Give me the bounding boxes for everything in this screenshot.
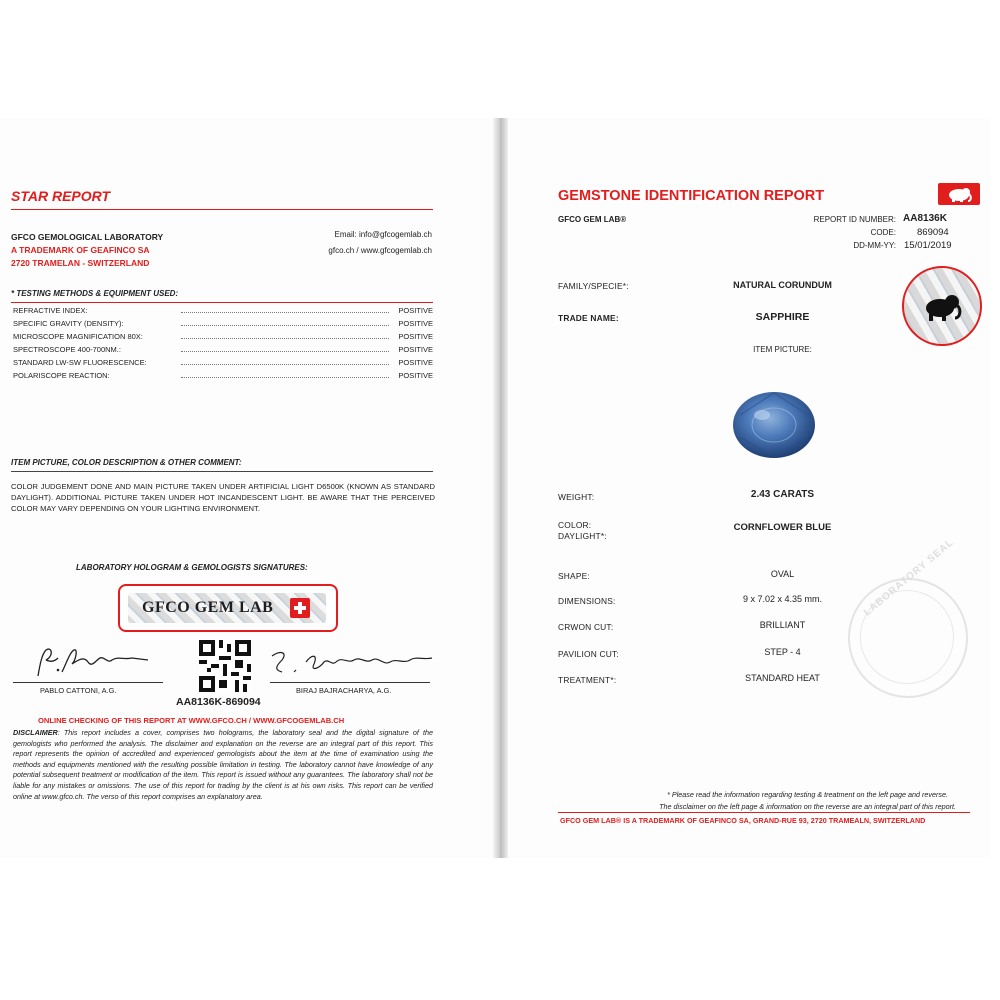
item-picture-label: ITEM PICTURE: (753, 345, 812, 354)
weight-value: 2.43 CARATS (750, 489, 815, 500)
testing-title: * TESTING METHODS & EQUIPMENT USED: (11, 289, 179, 298)
footer-text: IS A TRADEMARK OF GEAFINCO SA, GRAND-RUE 93, 2720 TRAMEALN, SWITZERLAND (621, 816, 926, 825)
dimensions-label: DIMENSIONS: (558, 596, 616, 606)
test-label: SPECIFIC GRAVITY (DENSITY): (13, 319, 124, 328)
color-value: CORNFLOWER BLUE (733, 522, 832, 533)
swiss-flag-icon (290, 598, 310, 618)
gemstone-report-title: GEMSTONE IDENTIFICATION REPORT (558, 188, 825, 204)
trade-name-value: SAPPHIRE (755, 311, 810, 323)
test-row-polariscope (13, 371, 433, 382)
footnote-testing: * Please read the information regarding testing & treatment on the left page and reverse. (667, 790, 948, 799)
lab-name: GFCO GEMOLOGICAL LABORATORY (11, 232, 164, 242)
date-label: DD-MM-YY: (853, 241, 896, 250)
test-result: POSITIVE (398, 319, 433, 328)
dotted-leader (181, 338, 389, 339)
dotted-leader (181, 364, 389, 365)
dotted-leader (181, 377, 389, 378)
report-id-label: REPORT ID NUMBER: (813, 215, 896, 224)
family-label: FAMILY/SPECIE*: (558, 281, 629, 291)
hologram-text: GFCO GEM LAB (142, 599, 274, 616)
treatment-label: TREATMENT*: (558, 675, 617, 685)
code-label: CODE: (870, 228, 896, 237)
test-result: POSITIVE (398, 345, 433, 354)
comment-title: ITEM PICTURE, COLOR DESCRIPTION & OTHER COMMENT: (11, 458, 242, 467)
lab-websites: gfco.ch / www.gfcogemlab.ch (328, 246, 432, 255)
signer1-name: PABLO CATTONI, A.G. (40, 686, 117, 695)
signer2-name: BIRAJ BAJRACHARYA, A.G. (296, 686, 392, 695)
qr-code (199, 640, 251, 692)
footnote-disclaimer: The disclaimer on the left page & information on the reverse are an integral part of this report. (659, 802, 956, 811)
online-check: ONLINE CHECKING OF THIS REPORT AT WWW.GFCO.CH / WWW.GFCOGEMLAB.CH (38, 716, 345, 725)
disclaimer-label: DISCLAIMER (13, 728, 58, 737)
test-result: POSITIVE (398, 306, 433, 315)
hologram-title: LABORATORY HOLOGRAM & GEMOLOGISTS SIGNATURES: (76, 563, 308, 572)
footer-brand: GFCO GEM LAB® (560, 816, 622, 825)
footer-line (560, 816, 925, 825)
test-row-refractive (13, 306, 433, 317)
test-result: POSITIVE (398, 371, 433, 380)
comment-rule (11, 471, 433, 472)
sapphire-gem-image (722, 385, 826, 471)
comment-text: COLOR JUDGEMENT DONE AND MAIN PICTURE TAKEN UNDER ARTIFICIAL LIGHT D6500K (KNOWN AS STANDARD DAYLIGHT). ADDITIONAL PICTURE TAKEN UNDER HOT INCANDESCENT LIGHT. BE AWARE THAT THE PERCEIVED COLOR MAY VARY DEPENDING ON YOUR LIGHTING ENVIRONMENT. (11, 482, 435, 513)
pavilion-cut-label: PAVILION CUT: (558, 649, 619, 659)
dimensions-value: 9 x 7.02 x 4.35 mm. (742, 594, 823, 604)
weight-label: WEIGHT: (558, 492, 595, 502)
test-label: SPECTROSCOPE 400-700NM.: (13, 345, 121, 354)
test-row-fluorescence (13, 358, 433, 369)
test-row-microscope (13, 332, 433, 343)
signature-bajracharya (268, 646, 436, 680)
signature1-line (13, 682, 163, 683)
lab-address: 2720 TRAMELAN - SWITZERLAND (11, 258, 150, 268)
test-label: STANDARD LW-SW FLUORESCENCE: (13, 358, 147, 367)
test-label: MICROSCOPE MAGNIFICATION 80X: (13, 332, 143, 341)
dotted-leader (181, 325, 389, 326)
test-result: POSITIVE (398, 358, 433, 367)
testing-rule (11, 302, 433, 303)
round-hologram (902, 266, 982, 346)
trade-name-label: TRADE NAME: (558, 313, 619, 323)
hologram-elephant-icon (918, 290, 966, 322)
test-row-spectroscope (13, 345, 433, 356)
page-fold (492, 118, 508, 858)
lab-email: Email: info@gfcogemlab.ch (334, 230, 432, 239)
seal-text: LABORATORY SEAL (862, 537, 957, 619)
hologram-frame (118, 584, 338, 632)
report-id-value: AA8136K (903, 213, 947, 224)
treatment-value: STANDARD HEAT (745, 673, 820, 683)
lab-trademark: A TRADEMARK OF GEAFINCO SA (11, 245, 150, 255)
elephant-logo-glyph (938, 183, 980, 205)
signature-cattoni (32, 642, 154, 682)
test-result: POSITIVE (398, 332, 433, 341)
test-row-gravity (13, 319, 433, 330)
date-value: 15/01/2019 (904, 240, 952, 251)
color-label: COLOR: (558, 520, 592, 530)
crown-cut-value: BRILLIANT (759, 620, 806, 630)
disclaimer-text: : This report includes a cover, comprises two holograms, the laboratory seal and the digital signature of the gemologists who performed the analysis. The disclaimer and explanation on the reverse are an integral part of this report. This report represents the opinion of accredited and experienced gemologists about the item at the time of examination using the methods and equipments mentioned with the resulting possible limitation in testing. The laboratory cannot have knowledge of any potential subsequent treatment or modification of the item. This report is issued without any guarantees. The laboratory shall not be liable for any mistakes or omissions. The use of this report for trading by the client is at his own risks. This report can be verified online at www.gfco.ch. The verso of this report comprises an explanatory area. (13, 728, 433, 801)
footer-rule (558, 812, 970, 813)
test-label: POLARISCOPE REACTION: (13, 371, 110, 380)
test-label: REFRACTIVE INDEX: (13, 306, 88, 315)
shape-value: OVAL (770, 569, 795, 579)
pavilion-cut-value: STEP - 4 (764, 647, 801, 657)
elephant-logo-icon (938, 183, 980, 205)
code-value: 869094 (917, 227, 949, 238)
dotted-leader (181, 351, 389, 352)
report-code: AA8136K-869094 (176, 696, 261, 708)
crown-cut-label: CRWON CUT: (558, 622, 614, 632)
dotted-leader (181, 312, 389, 313)
shape-label: SHAPE: (558, 571, 590, 581)
laboratory-seal (848, 537, 968, 698)
swiss-flag-cross-h (294, 606, 306, 610)
lab-short-name: GFCO GEM LAB® (558, 215, 627, 224)
signature2-line (270, 682, 430, 683)
star-report-title: STAR REPORT (11, 188, 111, 204)
daylight-label: DAYLIGHT*: (558, 531, 607, 541)
family-value: NATURAL CORUNDUM (733, 280, 832, 290)
disclaimer (13, 728, 433, 802)
title-rule (11, 209, 433, 210)
